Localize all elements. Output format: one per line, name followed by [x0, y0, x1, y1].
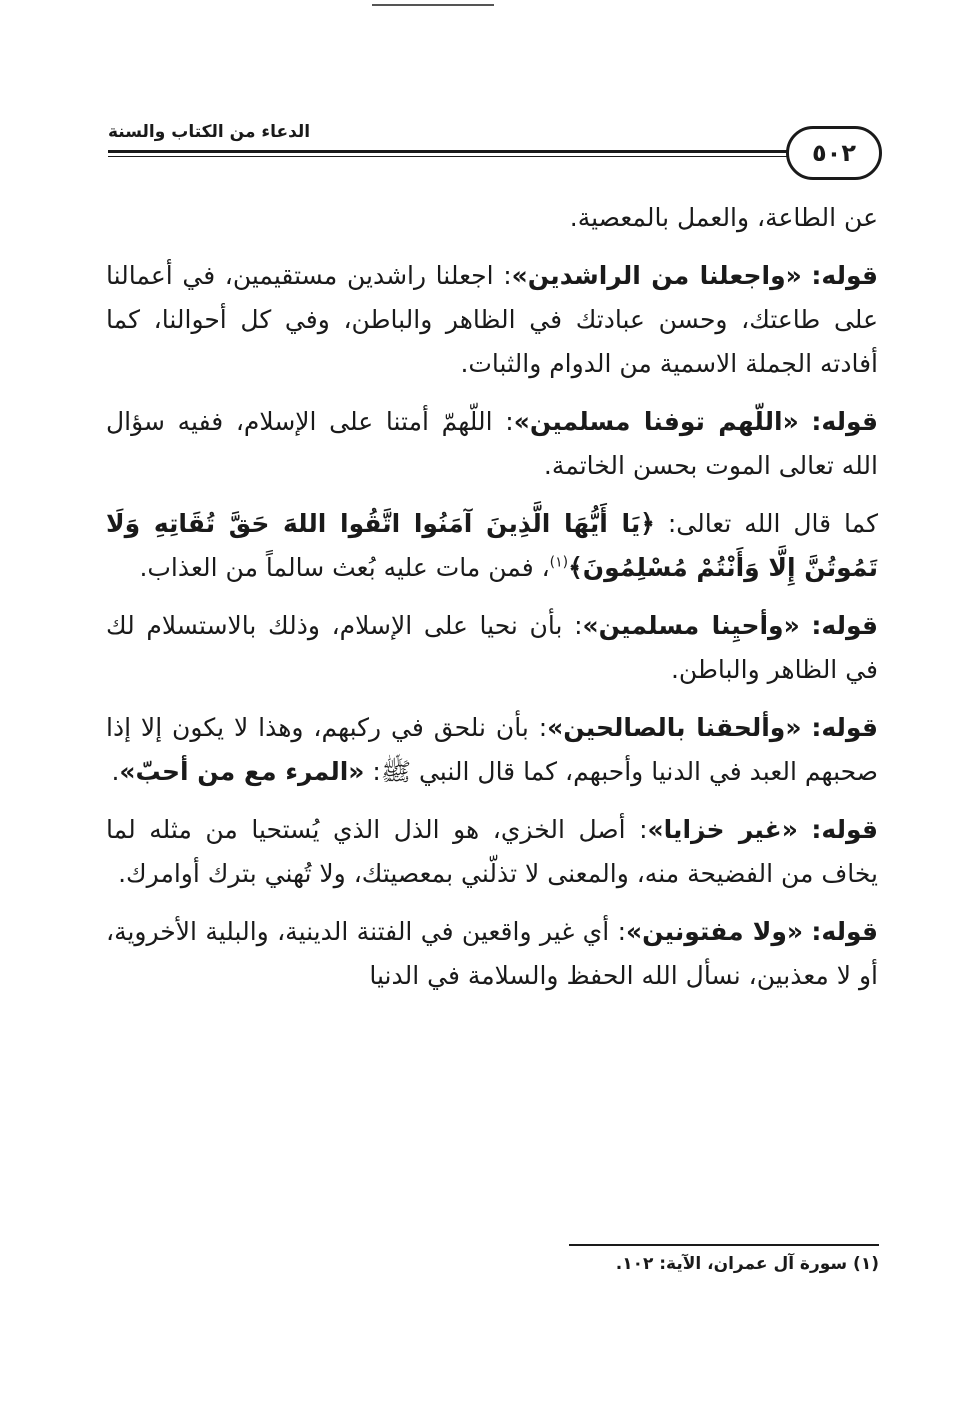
paragraph-8	[106, 910, 878, 998]
paragraph-end: .	[111, 757, 120, 786]
footnote-ref: (١)	[549, 554, 569, 571]
qawluhu-label: قوله:	[811, 713, 878, 742]
paragraph-text: : اللّهمّ أمتنا على الإسلام، ففيه سؤال الله تعالى الموت بحسن الخاتمة.	[106, 407, 878, 480]
paragraph-intro: كما قال الله تعالى:	[654, 509, 878, 538]
paragraph-1	[106, 196, 878, 240]
paragraph-3	[106, 400, 878, 488]
paragraph-4	[106, 502, 878, 590]
paragraph-7	[106, 808, 878, 896]
running-title: الدعاء من الكتاب والسنة	[108, 122, 311, 142]
hadith-quote: «المرء مع من أحبّ»	[119, 757, 365, 786]
paragraph-text: عن الطاعة، والعمل بالمعصية.	[569, 203, 878, 232]
paragraph-text: : أصل الخزي، هو الذل الذي يُستحيا من مثله لما يخاف من الفضيحة منه، والمعنى لا تذلّني بمعصيتك، ولا تُهني بترك أوامرك.	[106, 815, 878, 888]
paragraph-6	[106, 706, 878, 794]
paragraph-text: ، فمن مات عليه بُعث سالماً من العذاب.	[139, 553, 550, 582]
qawluhu-label: قوله:	[811, 917, 878, 946]
quran-verse: ﴿يَا أَيُّهَا الَّذِينَ آمَنُوا اتَّقُوا اللهَ حَقَّ تُقَاتِهِ وَلَا تَمُوتُنَّ إِلَّا وَأَنْتُمْ مُسْلِمُونَ﴾	[106, 509, 878, 582]
paragraph-text: : بأن نلحق في ركبهم، وهذا لا يكون إلا إذا صحبهم العبد في الدنيا وأحبهم، كما قال النبي ﷺ:	[106, 713, 878, 786]
paragraph-2	[106, 254, 878, 386]
page-body	[106, 196, 878, 1012]
top-edge-mark	[372, 4, 494, 6]
paragraph-text: : أي غير واقعين في الفتنة الدينية، والبلية الأخروية، أو لا معذبين، نسأل الله الحفظ والسلامة في الدنيا	[106, 917, 878, 990]
header-rule-thin	[108, 156, 798, 157]
quoted-phrase: «واجعلنا من الراشدين»	[511, 261, 802, 290]
paragraph-text: : بأن نحيا على الإسلام، وذلك بالاستسلام لك في الظاهر والباطن.	[106, 611, 878, 684]
quoted-phrase: «غير خزايا»	[647, 815, 798, 844]
paragraph-text: : اجعلنا راشدين مستقيمين، في أعمالنا على طاعتك، وحسن عبادتك في الظاهر والباطن، وفي كل أحوالنا، كما أفادته الجملة الاسمية من الدوام والثبات.	[106, 261, 878, 378]
qawluhu-label: قوله:	[811, 611, 878, 640]
qawluhu-label: قوله:	[811, 815, 878, 844]
page-header	[108, 120, 880, 180]
quoted-phrase: «ولا مفتونين»	[626, 917, 804, 946]
footnote: (١) سورة آل عمران، الآية: ١٠٢.	[615, 1254, 879, 1274]
quoted-phrase: «اللّهم توفنا مسلمين»	[513, 407, 799, 436]
page-number: ٥٠٢	[786, 126, 882, 180]
header-rule	[108, 150, 798, 153]
qawluhu-label: قوله:	[811, 407, 879, 436]
paragraph-5	[106, 604, 878, 692]
quoted-phrase: «وأحيِنا مسلمين»	[582, 611, 800, 640]
quoted-phrase: «وألحقنا بالصالحين»	[547, 713, 802, 742]
qawluhu-label: قوله:	[811, 261, 879, 290]
footnote-divider	[569, 1244, 879, 1246]
